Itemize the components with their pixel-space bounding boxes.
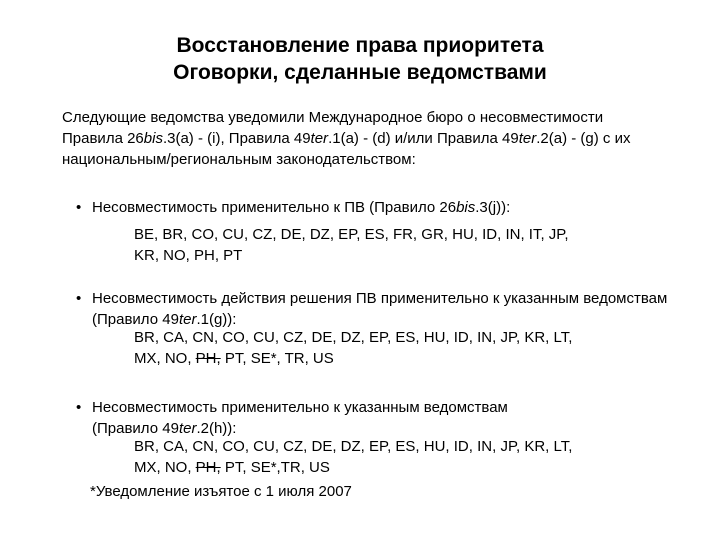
bullet-item-1	[76, 197, 511, 218]
bullet-item-2	[76, 288, 668, 330]
bullet-2-rule-ref: (Правило 49ter.1(g)):	[92, 311, 237, 328]
intro-line-2: Правила 26bis.3(a) - (i), Правила 49ter.1(a) - (d) и/или Правила 49ter.2(a) - (g) с их	[62, 130, 631, 147]
intro-line-3: национальным/региональным законодательством:	[62, 151, 416, 168]
intro-paragraph	[62, 107, 712, 170]
bullet-dot: •	[76, 199, 82, 216]
office-codes-list-3	[134, 436, 572, 478]
withdrawn-code: PH,	[195, 459, 221, 476]
bullet-item-3	[76, 397, 508, 439]
codes-line: BR, CA, CN, CO, CU, CZ, DE, DZ, EP, ES, HU, ID, IN, JP, KR, LT,	[134, 438, 573, 455]
office-codes-list-1	[134, 224, 569, 266]
bullet-dot: •	[76, 399, 82, 416]
codes-line: MX, NO, PH, PT, SE*, TR, US	[134, 350, 334, 367]
bullet-3-heading: Несовместимость применительно к указанным ведомствам	[92, 399, 508, 416]
bullet-3-rule-ref: (Правило 49ter.2(h)):	[92, 420, 237, 437]
codes-line: KR, NO, PH, PT	[134, 247, 243, 264]
intro-line-1: Следующие ведомства уведомили Международное бюро о несовместимости	[62, 109, 604, 126]
codes-line: BE, BR, CO, CU, CZ, DE, DZ, EP, ES, FR, GR, HU, ID, IN, IT, JP,	[134, 226, 569, 243]
bullet-2-heading: Несовместимость действия решения ПВ применительно к указанным ведомствам	[92, 290, 668, 307]
codes-line: BR, CA, CN, CO, CU, CZ, DE, DZ, EP, ES, HU, ID, IN, JP, KR, LT,	[134, 329, 573, 346]
slide-title-line-2: Оговорки, сделанные ведомствами	[173, 61, 547, 84]
codes-line: MX, NO, PH, PT, SE*,TR, US	[134, 459, 330, 476]
bullet-1-heading: Несовместимость применительно к ПВ (Правило 26bis.3(j)):	[92, 199, 511, 216]
slide-title-line-1: Восстановление права приоритета	[176, 34, 544, 57]
withdrawn-code: PH,	[195, 350, 221, 367]
office-codes-list-2	[134, 327, 572, 369]
footnote: *Уведомление изъятое с 1 июля 2007	[90, 483, 352, 500]
bullet-dot: •	[76, 290, 82, 307]
